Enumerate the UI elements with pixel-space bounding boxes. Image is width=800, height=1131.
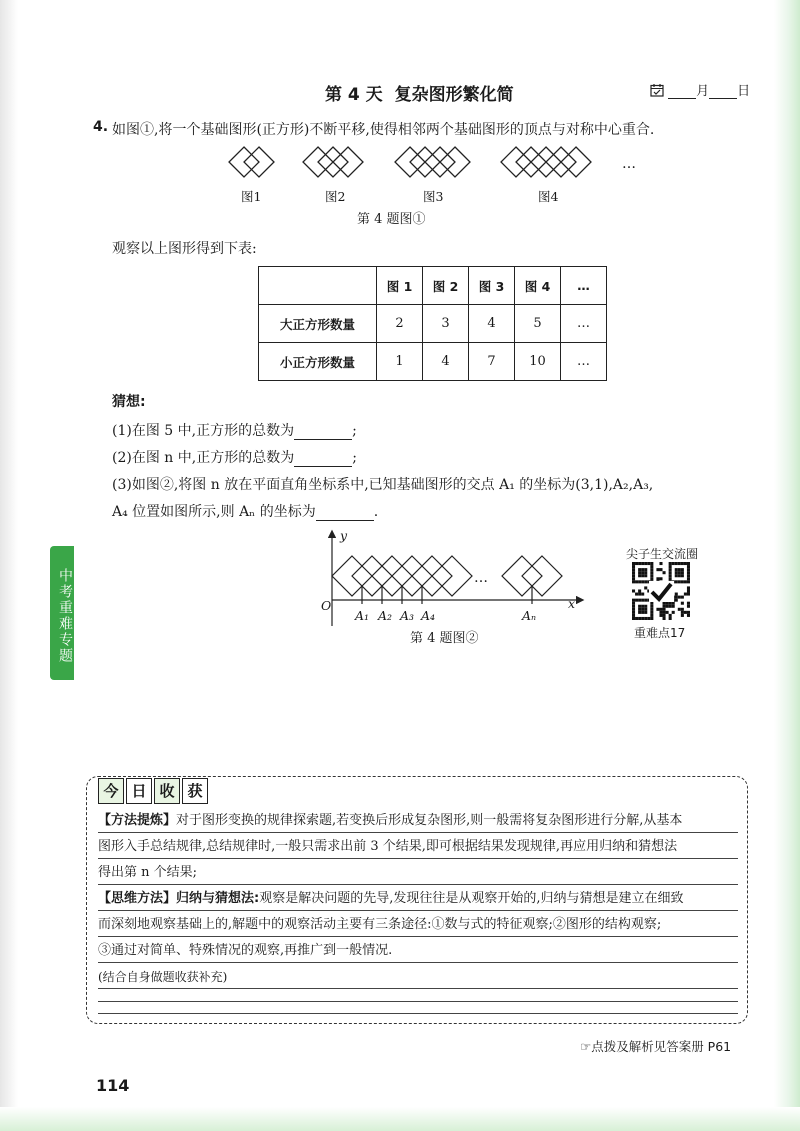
qr-module — [641, 562, 644, 565]
figure1-title: 第 4 题图① — [357, 212, 426, 227]
qr-module — [638, 580, 641, 583]
qr-module — [681, 568, 684, 571]
qr-module — [638, 571, 641, 574]
qr-module — [632, 614, 635, 617]
qr-module — [641, 568, 644, 571]
table-cell: 图 3 — [469, 267, 515, 305]
qr-module — [644, 608, 647, 611]
qr-module — [687, 577, 690, 580]
table-header-row — [259, 267, 607, 305]
qr-module — [650, 562, 653, 565]
qr-module — [644, 611, 647, 614]
origin-label: O — [321, 598, 332, 613]
qr-module — [681, 562, 684, 565]
qr-module — [659, 611, 662, 614]
qr-module — [669, 617, 672, 620]
summary-title-char: 日 — [126, 778, 152, 804]
qr-module — [644, 580, 647, 583]
qr-module — [650, 565, 653, 568]
qr-module — [687, 593, 690, 596]
table-cell: 3 — [423, 305, 469, 343]
qr-module — [632, 571, 635, 574]
qr-module — [666, 602, 669, 605]
qr-module — [675, 596, 678, 599]
point-a3-label: A₃ — [400, 608, 415, 623]
qr-module — [666, 611, 669, 614]
qr-module — [687, 580, 690, 583]
blank-writing-line — [98, 1000, 738, 1002]
sub-question-1 — [112, 420, 357, 440]
table-cell: 4 — [469, 305, 515, 343]
title-day: 第 4 天 — [325, 85, 383, 105]
qr-module — [675, 568, 678, 571]
qr-module — [675, 599, 678, 602]
method-line-3: 得出第 n 个结果; — [98, 862, 738, 885]
point-a4-label: A₄ — [421, 608, 436, 623]
page-left-shadow — [0, 0, 18, 1131]
sub-question-3-line2 — [112, 501, 378, 521]
sub2-end: ; — [352, 450, 357, 466]
point-a1-label: A₁ — [355, 608, 370, 623]
table-cell — [259, 267, 377, 305]
qr-module — [687, 602, 690, 605]
qr-module — [635, 599, 638, 602]
day-blank — [709, 86, 737, 99]
qr-module — [641, 611, 644, 614]
y-axis-label: y — [340, 528, 348, 543]
qr-module — [638, 562, 641, 565]
qr-module — [678, 562, 681, 565]
qr-module — [678, 571, 681, 574]
qr-module — [681, 571, 684, 574]
qr-module — [647, 562, 650, 565]
qr-module — [672, 602, 675, 605]
section-side-tab: 中考重难专题 — [50, 546, 74, 680]
thinking-label: 【思维方法】归纳与猜想法: — [98, 891, 260, 906]
qr-module — [684, 580, 687, 583]
qr-module — [638, 568, 641, 571]
qr-module — [638, 589, 641, 592]
qr-module — [669, 614, 672, 617]
qr-module — [632, 602, 635, 605]
qr-module — [638, 611, 641, 614]
thinking-line-3: ③通过对简单、特殊情况的观察,再推广到一般情况. — [98, 940, 738, 963]
qr-module — [641, 605, 644, 608]
qr-module — [650, 602, 653, 605]
qr-module — [632, 562, 635, 565]
method-line-1 — [98, 810, 738, 833]
method-text-1: 对于图形变换的规律探索题,若变换后形成复杂图形,则一般需将复杂图形进行分解,从基本 — [176, 813, 683, 828]
qr-module — [681, 602, 684, 605]
qr-module — [687, 589, 690, 592]
point-an-label: Aₙ — [522, 608, 537, 623]
qr-module — [669, 568, 672, 571]
qr-bottom-label: 重难点17 — [634, 626, 686, 640]
qr-module — [687, 568, 690, 571]
qr-module — [669, 574, 672, 577]
data-table — [258, 266, 607, 381]
qr-module — [675, 593, 678, 596]
qr-module — [632, 568, 635, 571]
qr-module — [669, 577, 672, 580]
title-topic: 复杂图形繁化简 — [394, 85, 514, 105]
day-label: 日 — [737, 84, 751, 99]
figure1-ellipsis: … — [622, 156, 636, 172]
point-a2-label: A₂ — [378, 608, 393, 623]
page-number: 114 — [96, 1076, 130, 1095]
qr-module — [638, 599, 641, 602]
qr-module — [663, 571, 666, 574]
qr-module — [638, 593, 641, 596]
qr-module — [638, 617, 641, 620]
qr-module — [687, 565, 690, 568]
sub3-end: . — [373, 504, 379, 520]
qr-module — [644, 617, 647, 620]
qr-module — [647, 617, 650, 620]
qr-module — [678, 596, 681, 599]
qr-module — [632, 605, 635, 608]
question-number: 4. — [93, 119, 109, 135]
qr-module — [632, 599, 635, 602]
qr-module — [669, 562, 672, 565]
qr-module — [675, 574, 678, 577]
qr-module — [650, 568, 653, 571]
table-cell: 7 — [469, 343, 515, 381]
qr-module — [684, 611, 687, 614]
qr-module — [681, 580, 684, 583]
qr-module — [687, 605, 690, 608]
qr-module — [656, 577, 659, 580]
qr-module — [635, 580, 638, 583]
guess-label: 猜想: — [112, 394, 146, 410]
qr-module — [663, 611, 666, 614]
table-row — [259, 343, 607, 381]
qr-module — [641, 580, 644, 583]
qr-module — [669, 602, 672, 605]
qr-module — [687, 611, 690, 614]
qr-module — [644, 562, 647, 565]
qr-module — [678, 574, 681, 577]
qr-module — [650, 617, 653, 620]
qr-module — [675, 580, 678, 583]
qr-module — [638, 574, 641, 577]
qr-module — [669, 571, 672, 574]
qr-module — [641, 617, 644, 620]
qr-module — [663, 614, 666, 617]
method-label: 【方法提炼】 — [98, 813, 177, 828]
summary-title-char: 今 — [98, 778, 124, 804]
question-text: 如图①,将一个基础图形(正方形)不断平移,使得相邻两个基础图形的顶点与对称中心重合. — [112, 122, 655, 138]
qr-module — [675, 562, 678, 565]
calendar-icon — [650, 83, 664, 97]
qr-module — [656, 568, 659, 571]
table-cell: … — [561, 305, 607, 343]
qr-module — [632, 611, 635, 614]
qr-module — [672, 562, 675, 565]
table-cell: 1 — [377, 343, 423, 381]
qr-module — [678, 608, 681, 611]
qr-module — [678, 580, 681, 583]
month-blank — [668, 86, 696, 99]
qr-module — [635, 617, 638, 620]
table-cell: 大正方形数量 — [259, 305, 377, 343]
date-field — [650, 80, 750, 99]
qr-module — [644, 605, 647, 608]
qr-module — [687, 562, 690, 565]
summary-title — [98, 778, 208, 808]
qr-module — [681, 574, 684, 577]
summary-title-char: 收 — [154, 778, 180, 804]
qr-module — [681, 611, 684, 614]
qr-module — [663, 605, 666, 608]
qr-module — [641, 571, 644, 574]
qr-module — [681, 596, 684, 599]
qr-module — [663, 617, 666, 620]
qr-module — [641, 599, 644, 602]
qr-module — [687, 571, 690, 574]
observe-text: 观察以上图形得到下表: — [112, 241, 257, 257]
thinking-line-2: 而深刻地观察基础上的,解题中的观察活动主要有三条途径:①数与式的特征观察;②图形的结构观察; — [98, 914, 738, 937]
qr-module — [641, 593, 644, 596]
answer-blank-1 — [294, 425, 352, 440]
qr-module — [659, 608, 662, 611]
qr-module — [687, 586, 690, 589]
figure1-label-1: 图1 — [241, 189, 262, 204]
qr-module — [632, 577, 635, 580]
sub3-text: A₄ 位置如图所示,则 Aₙ 的坐标为 — [112, 504, 316, 520]
sub1-text: (1)在图 5 中,正方形的总数为 — [112, 423, 295, 439]
qr-module — [635, 562, 638, 565]
qr-module — [684, 562, 687, 565]
qr-module — [666, 605, 669, 608]
qr-module — [638, 605, 641, 608]
qr-module — [687, 614, 690, 617]
qr-module — [644, 568, 647, 571]
answer-blank-2 — [294, 452, 352, 467]
table-cell: 5 — [515, 305, 561, 343]
supplement-line: (结合自身做题收获补充) — [98, 966, 738, 989]
sub2-text: (2)在图 n 中,正方形的总数为 — [112, 450, 295, 466]
sub-question-3-line1: (3)如图②,将图 n 放在平面直角坐标系中,已知基础图形的交点 A₁ 的坐标为(3,1),A₂,A₃, — [112, 477, 654, 493]
qr-module — [663, 602, 666, 605]
figure1-label-2: 图2 — [325, 189, 346, 204]
qr-module — [644, 586, 647, 589]
thinking-line-1 — [98, 888, 738, 911]
answer-blank-3 — [316, 506, 374, 521]
table-cell: 图 1 — [377, 267, 423, 305]
qr-module — [663, 608, 666, 611]
qr-module — [632, 574, 635, 577]
table-cell: 10 — [515, 343, 561, 381]
thinking-text-1: 观察是解决问题的先导,发现往往是从观察开始的,归纳与猜想是建立在细致 — [259, 891, 684, 906]
qr-module — [681, 614, 684, 617]
qr-module — [669, 605, 672, 608]
qr-module — [650, 608, 653, 611]
sub-question-2 — [112, 447, 357, 467]
sub1-end: ; — [352, 423, 357, 439]
qr-module — [681, 608, 684, 611]
qr-top-label: 尖子生交流圈 — [626, 547, 699, 561]
table-row — [259, 305, 607, 343]
table-cell: 4 — [423, 343, 469, 381]
qr-module — [641, 574, 644, 577]
qr-module — [644, 571, 647, 574]
qr-module — [632, 580, 635, 583]
qr-module — [659, 568, 662, 571]
page-right-edge — [774, 0, 800, 1131]
qr-module — [644, 599, 647, 602]
table-cell: … — [561, 267, 607, 305]
table-cell: … — [561, 343, 607, 381]
qr-module — [635, 593, 638, 596]
qr-code-icon[interactable] — [632, 562, 690, 620]
qr-module — [650, 614, 653, 617]
qr-module — [659, 614, 662, 617]
qr-module — [632, 617, 635, 620]
qr-module — [641, 608, 644, 611]
qr-module — [632, 589, 635, 592]
qr-module — [672, 611, 675, 614]
blank-writing-line — [98, 1012, 738, 1014]
qr-module — [656, 608, 659, 611]
page-title — [325, 80, 514, 105]
qr-module — [672, 605, 675, 608]
table-cell: 图 4 — [515, 267, 561, 305]
qr-module — [684, 593, 687, 596]
answer-reference: ☞点拨及解析见答案册 P61 — [580, 1039, 732, 1054]
qr-module — [675, 571, 678, 574]
figure1-label-4: 图4 — [538, 189, 559, 204]
qr-module — [644, 574, 647, 577]
qr-module — [650, 605, 653, 608]
qr-module — [669, 565, 672, 568]
qr-module — [659, 562, 662, 565]
qr-module — [632, 565, 635, 568]
qr-module — [650, 611, 653, 614]
qr-module — [650, 574, 653, 577]
table-cell: 2 — [377, 305, 423, 343]
figure2-diagram — [310, 528, 590, 628]
qr-module — [687, 574, 690, 577]
method-line-2: 图形入手总结规律,总结规律时,一般只需求出前 3 个结果,即可根据结果发现规律,再应用归纳和猜想法 — [98, 836, 738, 859]
qr-module — [650, 571, 653, 574]
qr-module — [650, 577, 653, 580]
x-axis-label: x — [568, 596, 576, 611]
table-cell: 小正方形数量 — [259, 343, 377, 381]
figure2-ellipsis: … — [474, 570, 488, 586]
figure1-label-3: 图3 — [423, 189, 444, 204]
figure1-diagram — [225, 145, 645, 181]
qr-module — [638, 608, 641, 611]
qr-module — [632, 608, 635, 611]
qr-module — [678, 568, 681, 571]
month-label: 月 — [696, 84, 710, 99]
table-cell: 图 2 — [423, 267, 469, 305]
page-bottom-edge — [0, 1107, 800, 1131]
qr-module — [659, 577, 662, 580]
figure2-title: 第 4 题图② — [410, 631, 479, 646]
summary-title-char: 获 — [182, 778, 208, 804]
